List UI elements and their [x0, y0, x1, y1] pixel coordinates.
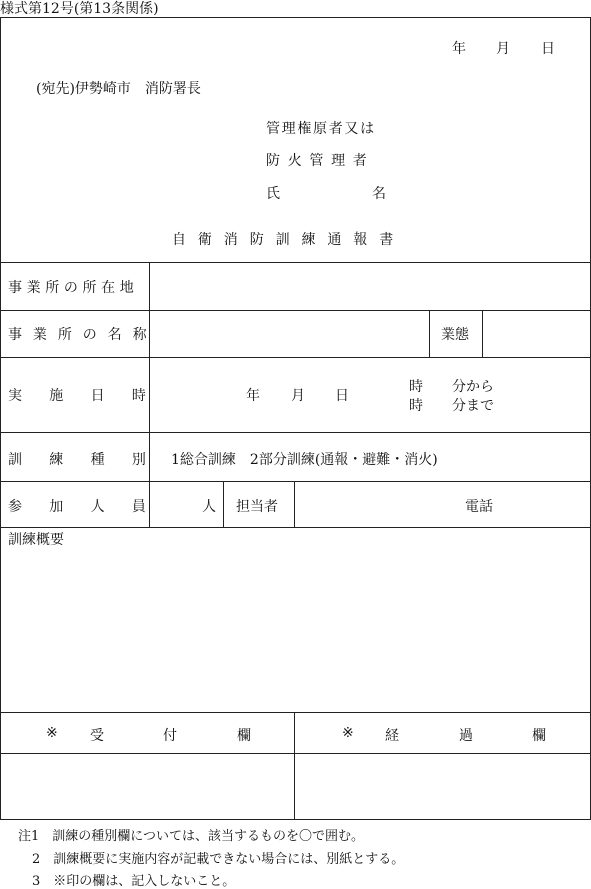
datetime-day: 日: [335, 388, 349, 404]
progress-char-2: 過: [459, 728, 473, 744]
rule-staff-left: [223, 481, 224, 527]
time-to-hour: 時: [409, 398, 423, 414]
rule-name-bottom: [0, 357, 591, 358]
date-day-label: 日: [541, 41, 555, 57]
location-label: 事業所の所在地: [8, 280, 139, 296]
role-manager: 管理権原者又は: [266, 121, 376, 137]
rule-type-bottom: [0, 481, 591, 482]
addressee: (宛先)伊勢崎市 消防署長: [36, 81, 201, 97]
business-name-label: 事業所の名称: [8, 327, 158, 343]
rule-location-bottom: [0, 310, 591, 311]
staff-label: 担当者: [236, 499, 278, 515]
role-fire-officer: 防火管理者: [266, 153, 375, 169]
reception-mark: ※: [46, 725, 58, 741]
rule-footer-header-bottom: [0, 753, 591, 754]
progress-char-3: 欄: [532, 728, 546, 744]
reception-char-3: 欄: [237, 728, 251, 744]
training-type-options: 1総合訓練 2部分訓練(通報・避難・消火): [171, 452, 438, 468]
participants-unit: 人: [202, 499, 216, 515]
document-title: 自衛消防訓練通報書: [172, 232, 406, 248]
note-2: 2 訓練概要に実施内容が記載できない場合には、別紙とする。: [32, 852, 405, 867]
rule-staff-right: [294, 481, 295, 527]
rule-footer-split: [294, 712, 295, 820]
time-from-minute: 分から: [452, 379, 494, 395]
reception-char-1: 受: [90, 728, 104, 744]
summary-label: 訓練概要: [8, 532, 64, 548]
rule-participants-bottom: [0, 527, 591, 528]
time-to-minute: 分まで: [452, 398, 494, 414]
rule-business-right: [482, 310, 483, 357]
progress-char-1: 経: [385, 728, 399, 744]
reception-char-2: 付: [163, 728, 177, 744]
date-year-label: 年: [452, 41, 466, 57]
datetime-year: 年: [246, 388, 260, 404]
datetime-month: 月: [291, 388, 305, 404]
phone-label: 電話: [465, 499, 493, 515]
role-name-label-end: 名: [372, 186, 386, 202]
note-3: 3 ※印の欄は、記入しないこと。: [32, 874, 236, 889]
rule-business-left: [429, 310, 430, 357]
rule-summary-bottom: [0, 712, 591, 713]
business-type-label: 業態: [441, 327, 469, 343]
datetime-label: 実施日時: [8, 388, 174, 404]
form-label: 様式第12号(第13条関係): [0, 1, 159, 17]
training-type-label: 訓練種別: [8, 452, 174, 468]
date-month-label: 月: [496, 41, 510, 57]
time-from-hour: 時: [409, 379, 423, 395]
role-name-label: 氏: [266, 186, 280, 202]
participants-label: 参加人員: [8, 499, 174, 515]
note-1: 注1 訓練の種別欄については、該当するものを〇で囲む。: [18, 829, 365, 844]
rule-header-bottom: [0, 262, 591, 263]
rule-datetime-bottom: [0, 432, 591, 433]
progress-mark: ※: [342, 725, 354, 741]
